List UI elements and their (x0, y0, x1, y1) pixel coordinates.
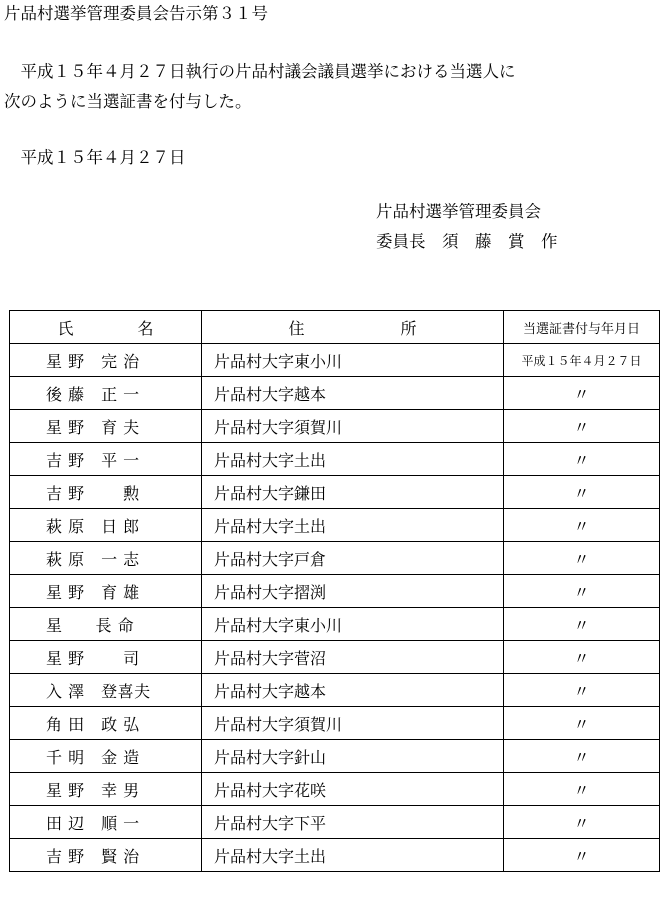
certificate-date-cell: 〃 (504, 641, 660, 674)
winner-name-cell: 萩 原 日 郎 (10, 509, 202, 542)
winner-address-cell: 片品村大字摺渕 (202, 575, 504, 608)
winner-address-cell: 片品村大字東小川 (202, 344, 504, 377)
notice-body-line-2: 次のように当選証書を付与した。 (4, 92, 252, 111)
winner-name-cell: 吉 野 賢 治 (10, 839, 202, 872)
winner-name-cell: 千 明 金 造 (10, 740, 202, 773)
winner-name-cell: 星 野 幸 男 (10, 773, 202, 806)
notice-body-line-1: 平成１５年４月２７日執行の片品村議会議員選挙における当選人に (4, 62, 516, 81)
table-row (10, 608, 660, 641)
winner-address-cell: 片品村大字須賀川 (202, 707, 504, 740)
table-row (10, 344, 660, 377)
winner-address-cell: 片品村大字下平 (202, 806, 504, 839)
chairperson-name: 委員長 須 藤 賞 作 (376, 232, 558, 251)
winner-address-cell: 片品村大字須賀川 (202, 410, 504, 443)
winner-name-cell: 入 澤 登喜夫 (10, 674, 202, 707)
certificate-date-cell: 〃 (504, 740, 660, 773)
winner-name-cell: 星 野 育 夫 (10, 410, 202, 443)
winners-table (9, 310, 660, 872)
winner-address-cell: 片品村大字針山 (202, 740, 504, 773)
winner-address-cell: 片品村大字越本 (202, 674, 504, 707)
table-row (10, 806, 660, 839)
header-address: 住 所 (202, 311, 504, 344)
winner-name-cell: 星 野 司 (10, 641, 202, 674)
certificate-date-cell: 〃 (504, 806, 660, 839)
certificate-date-cell: 〃 (504, 608, 660, 641)
winner-address-cell: 片品村大字越本 (202, 377, 504, 410)
certificate-date-cell: 〃 (504, 377, 660, 410)
winner-name-cell: 後 藤 正 一 (10, 377, 202, 410)
notice-date: 平成１５年４月２７日 (4, 148, 186, 167)
table-row (10, 575, 660, 608)
table-row (10, 773, 660, 806)
winner-name-cell: 田 辺 順 一 (10, 806, 202, 839)
winner-address-cell: 片品村大字土出 (202, 509, 504, 542)
winner-name-cell: 萩 原 一 志 (10, 542, 202, 575)
table-row (10, 476, 660, 509)
table-row (10, 674, 660, 707)
winner-address-cell: 片品村大字鎌田 (202, 476, 504, 509)
certificate-date-cell: 〃 (504, 476, 660, 509)
certificate-date-cell: 〃 (504, 410, 660, 443)
certificate-date-cell: 〃 (504, 839, 660, 872)
winner-name-cell: 星 長 命 (10, 608, 202, 641)
table-row (10, 542, 660, 575)
table-row (10, 509, 660, 542)
certificate-date-cell: 〃 (504, 575, 660, 608)
winner-name-cell: 吉 野 平 一 (10, 443, 202, 476)
winner-address-cell: 片品村大字東小川 (202, 608, 504, 641)
certificate-date-cell: 〃 (504, 443, 660, 476)
winner-address-cell: 片品村大字花咲 (202, 773, 504, 806)
certificate-date-cell: 〃 (504, 707, 660, 740)
table-row (10, 443, 660, 476)
winner-name-cell: 星 野 完 治 (10, 344, 202, 377)
table-row (10, 740, 660, 773)
notice-title: 片品村選挙管理委員会告示第３１号 (4, 4, 268, 23)
winner-address-cell: 片品村大字土出 (202, 443, 504, 476)
table-row (10, 377, 660, 410)
table-row (10, 410, 660, 443)
winner-name-cell: 星 野 育 雄 (10, 575, 202, 608)
winner-address-cell: 片品村大字戸倉 (202, 542, 504, 575)
winner-address-cell: 片品村大字土出 (202, 839, 504, 872)
winner-name-cell: 吉 野 勲 (10, 476, 202, 509)
issuer-name: 片品村選挙管理委員会 (376, 202, 541, 221)
header-certificate-date: 当選証書付与年月日 (504, 311, 660, 344)
table-row (10, 839, 660, 872)
certificate-date-cell: 〃 (504, 542, 660, 575)
table-header-row (10, 311, 660, 344)
header-name: 氏 名 (10, 311, 202, 344)
winner-address-cell: 片品村大字菅沼 (202, 641, 504, 674)
table-row (10, 707, 660, 740)
certificate-date-cell: 〃 (504, 509, 660, 542)
winner-name-cell: 角 田 政 弘 (10, 707, 202, 740)
table-row (10, 641, 660, 674)
certificate-date-cell: 〃 (504, 773, 660, 806)
certificate-date-cell: 〃 (504, 674, 660, 707)
certificate-date-cell: 平成１５年４月２７日 (504, 344, 660, 377)
